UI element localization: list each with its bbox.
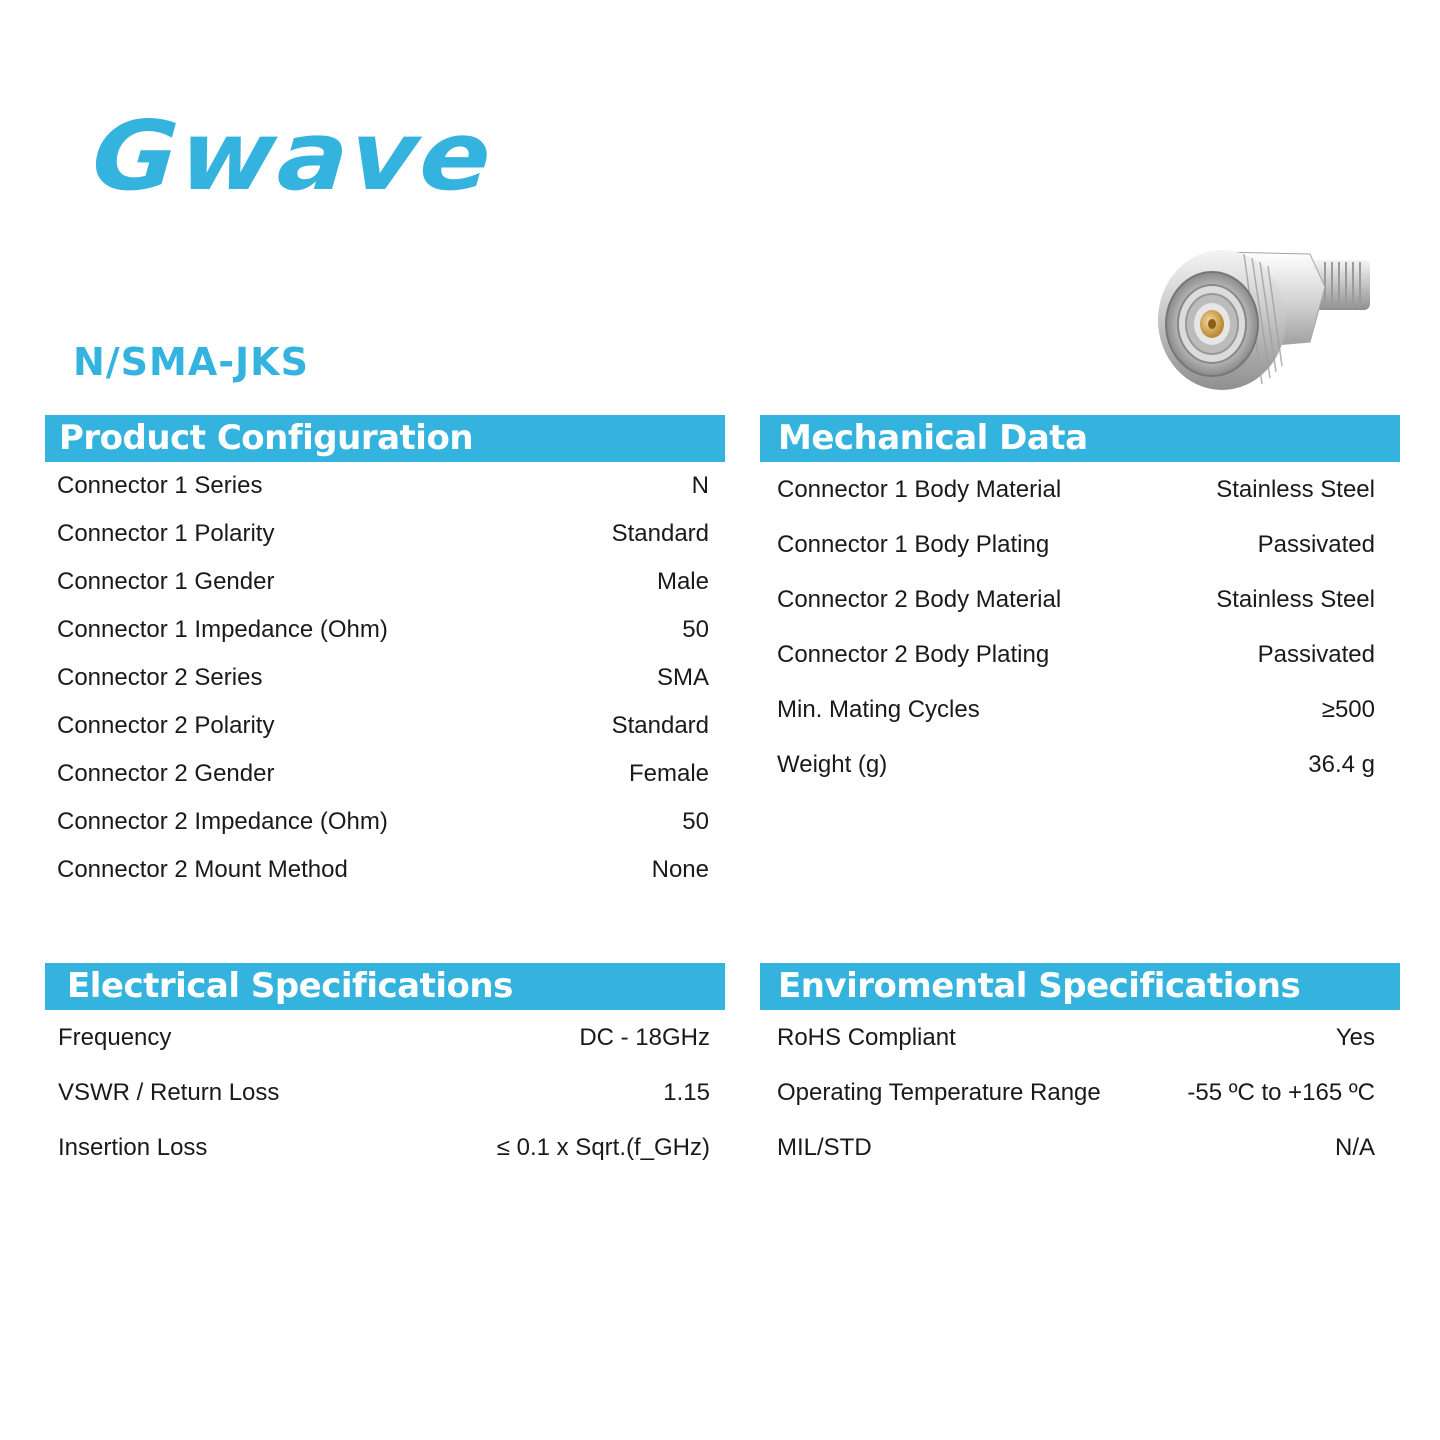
spec-row — [777, 1065, 1375, 1120]
spec-value: -55 ºC to +165 ºC — [1187, 1078, 1375, 1106]
spec-value: 1.15 — [663, 1078, 710, 1106]
spec-label: Frequency — [58, 1023, 172, 1051]
spec-label: Insertion Loss — [58, 1133, 208, 1161]
spec-value: ≤ 0.1 x Sqrt.(f_GHz) — [496, 1133, 710, 1161]
brand-logo: Gwave — [88, 99, 497, 212]
environmental-specifications-title: Enviromental Specifications — [760, 963, 1400, 1010]
spec-value: SMA — [656, 664, 709, 691]
spec-label: Connector 2 Polarity — [57, 712, 275, 739]
spec-row — [57, 606, 709, 654]
product-configuration-section — [45, 415, 725, 894]
spec-label: Connector 2 Body Material — [777, 585, 1062, 613]
spec-value: ≥500 — [1321, 695, 1375, 723]
spec-value: None — [651, 856, 709, 883]
spec-row — [777, 462, 1375, 517]
spec-row — [777, 572, 1375, 627]
spec-value: Female — [628, 760, 709, 787]
spec-row — [777, 627, 1375, 682]
spec-row — [57, 510, 709, 558]
mechanical-data-title: Mechanical Data — [760, 415, 1400, 462]
spec-value: DC - 18GHz — [579, 1023, 710, 1051]
spec-label: Connector 2 Series — [57, 664, 263, 691]
spec-label: Connector 1 Gender — [57, 568, 275, 595]
spec-label: Min. Mating Cycles — [777, 695, 980, 723]
spec-value: Stainless Steel — [1216, 585, 1375, 613]
spec-row — [57, 846, 709, 894]
spec-value: 50 — [682, 616, 709, 643]
spec-value: Standard — [611, 712, 709, 739]
spec-row — [777, 682, 1375, 737]
spec-row — [57, 750, 709, 798]
spec-label: Operating Temperature Range — [777, 1078, 1101, 1106]
spec-label: Weight (g) — [777, 750, 888, 778]
spec-row — [58, 1065, 710, 1120]
spec-label: Connector 1 Polarity — [57, 520, 275, 547]
product-configuration-title: Product Configuration — [45, 415, 725, 462]
connector-adapter-photo-icon — [1150, 232, 1390, 404]
spec-value: Standard — [611, 520, 709, 547]
spec-row — [57, 558, 709, 606]
spec-label: Connector 2 Body Plating — [777, 640, 1050, 668]
spec-row — [58, 1010, 710, 1065]
spec-label: VSWR / Return Loss — [58, 1078, 280, 1106]
spec-row — [57, 798, 709, 846]
spec-row — [777, 1010, 1375, 1065]
spec-label: Connector 1 Series — [57, 472, 263, 499]
spec-value: Male — [656, 568, 709, 595]
spec-label: Connector 1 Body Plating — [777, 530, 1050, 558]
spec-label: Connector 2 Impedance (Ohm) — [57, 808, 388, 835]
spec-row — [777, 1120, 1375, 1175]
spec-value: Passivated — [1257, 640, 1375, 668]
electrical-specifications-title: Electrical Specifications — [45, 963, 725, 1010]
spec-row — [57, 462, 709, 510]
spec-label: RoHS Compliant — [777, 1023, 956, 1051]
spec-label: Connector 2 Mount Method — [57, 856, 348, 883]
spec-label: MIL/STD — [777, 1133, 872, 1161]
spec-row — [777, 517, 1375, 572]
environmental-specifications-section — [760, 963, 1400, 1175]
spec-value: Passivated — [1257, 530, 1375, 558]
mechanical-data-section — [760, 415, 1400, 792]
spec-row — [58, 1120, 710, 1175]
spec-row — [777, 737, 1375, 792]
spec-label: Connector 2 Gender — [57, 760, 275, 787]
electrical-specifications-section — [45, 963, 725, 1175]
spec-value: N — [691, 472, 709, 499]
spec-label: Connector 1 Body Material — [777, 475, 1062, 503]
model-number: N/SMA-JKS — [73, 340, 309, 384]
spec-value: N/A — [1334, 1133, 1375, 1161]
spec-label: Connector 1 Impedance (Ohm) — [57, 616, 388, 643]
spec-value: Stainless Steel — [1216, 475, 1375, 503]
spec-value: 50 — [682, 808, 709, 835]
spec-value: Yes — [1335, 1023, 1375, 1051]
spec-value: 36.4 g — [1308, 750, 1375, 778]
spec-row — [57, 702, 709, 750]
spec-row — [57, 654, 709, 702]
